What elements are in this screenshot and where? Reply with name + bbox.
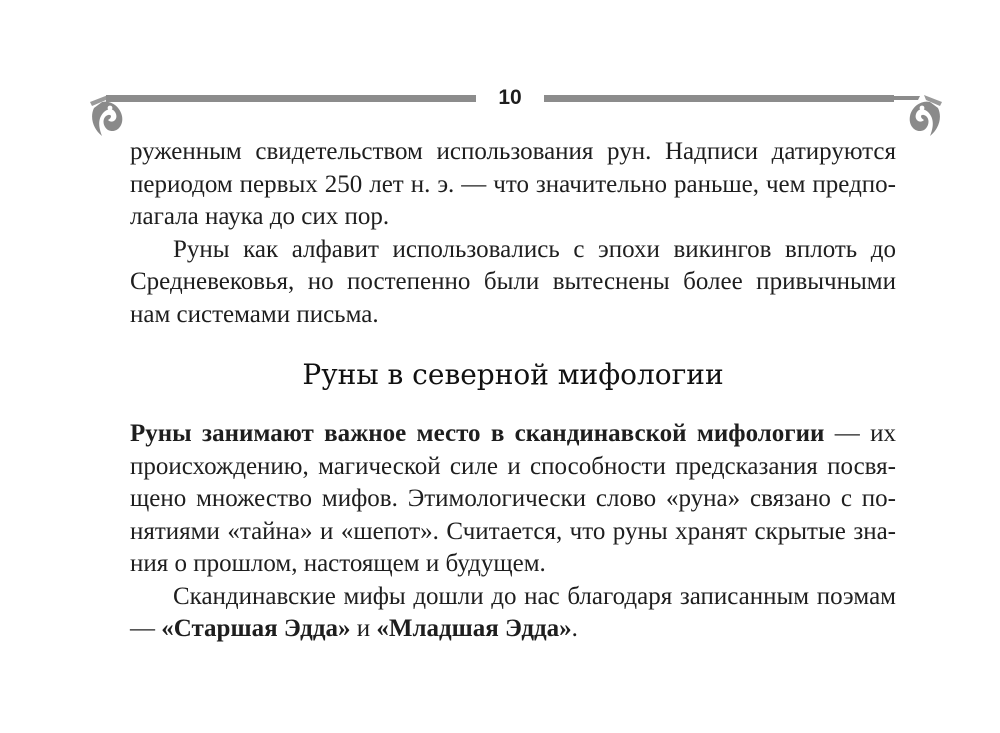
paragraph-runes-alphabet: Руны как алфавит использовались с эпохи викингов вплоть до Средневековья, но постепенно были вытеснены более привычными нам системами письма. xyxy=(130,235,896,328)
younger-edda-title: «Младшая Эдда» xyxy=(376,615,572,642)
page-header xyxy=(0,0,1000,150)
section-text-block xyxy=(130,418,896,646)
bold-lead-phrase: Руны занимают важное место в скандинавской мифологии xyxy=(130,420,825,447)
sentence-end: . xyxy=(571,615,578,642)
section-heading: Руны в северной мифологии xyxy=(302,358,724,391)
paragraph-edda-start: Скандинавские мифы дошли до нас благодаря записанным поэмам — xyxy=(130,582,896,642)
paragraph-mythology xyxy=(130,418,896,581)
corner-ornament-right-icon xyxy=(888,88,944,140)
paragraph-edda xyxy=(130,581,896,646)
elder-edda-title: «Старшая Эдда» xyxy=(161,615,351,642)
top-text-block xyxy=(130,136,896,331)
paragraph-continuation: руженным свидетельством использования рун. Надписи датируются периодом первых 250 лет н. э. — что значительно раньше, чем предполагала наука до сих пор. xyxy=(130,138,896,230)
page-number: 10 xyxy=(498,86,522,109)
paragraph-mythology-rest: — их происхождению, магической силе и способности предсказания посвящено множество мифов. Этимологически слово «руна» связано с понятиями «тайна» и «шепот». Считается, что руны хранят скрытые знания о прошлом, настоящем и будущем. xyxy=(130,420,896,577)
header-rule-left xyxy=(106,95,476,102)
header-rule-right xyxy=(544,95,894,102)
conjunction-text: и xyxy=(350,615,377,642)
